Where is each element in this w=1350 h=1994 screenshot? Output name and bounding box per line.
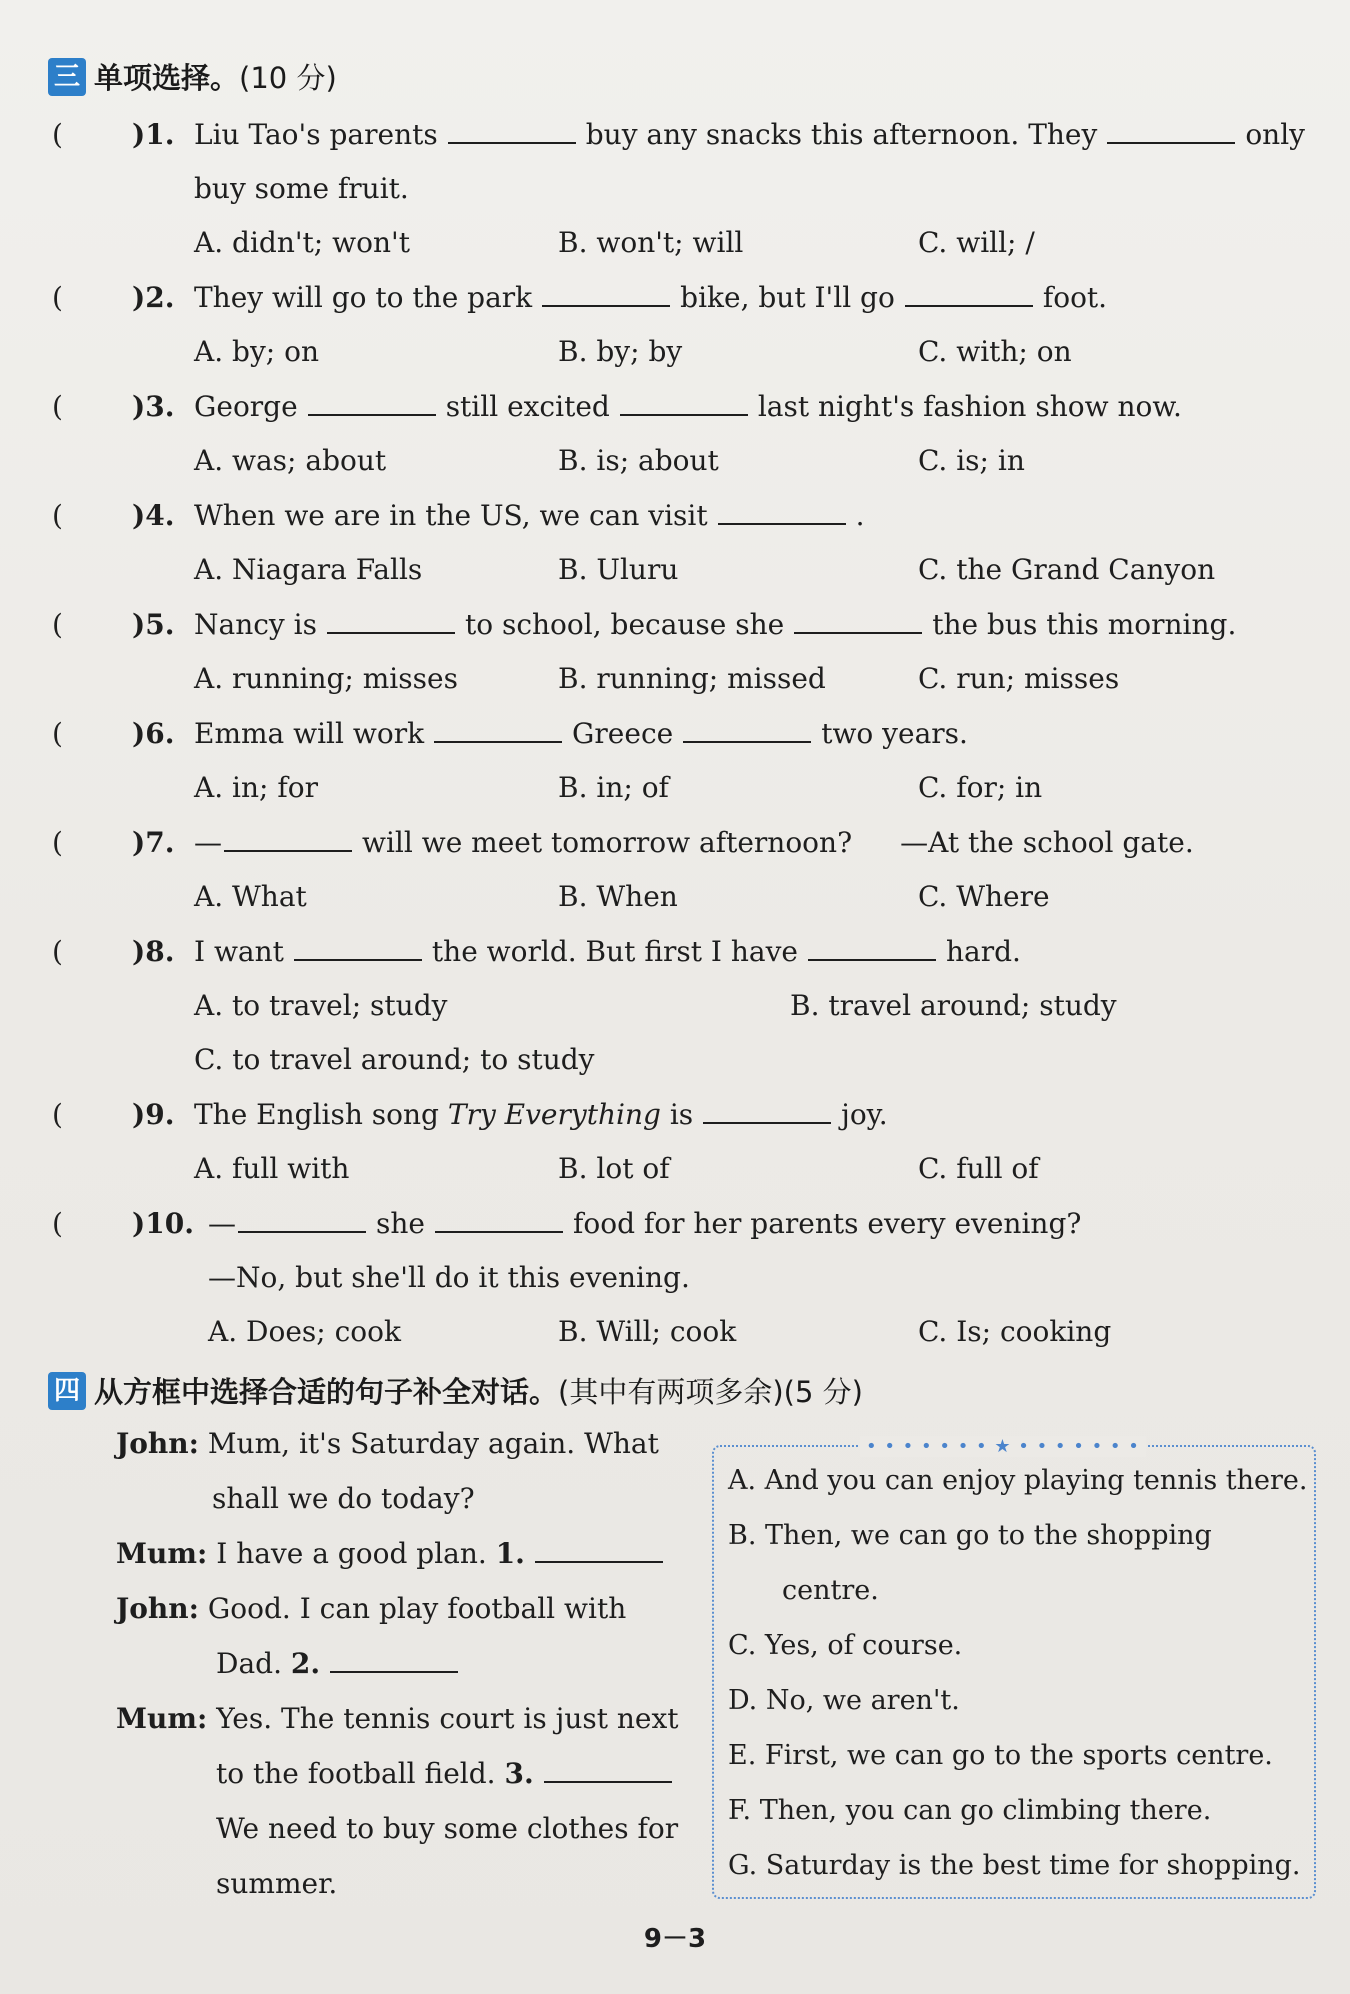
question-4-text: When we are in the US, we can visit . xyxy=(194,499,865,532)
option-a: A. running; misses xyxy=(194,662,458,695)
question-number: )1. xyxy=(132,118,175,151)
answer-paren[interactable]: ( xyxy=(52,826,63,859)
box-option-f: F. Then, you can go climbing there. xyxy=(728,1795,1212,1826)
option-a: A. in; for xyxy=(194,771,318,804)
dialogue-line: to the football field. 3. xyxy=(216,1757,682,1790)
option-c: C. will; / xyxy=(918,226,1035,259)
blank[interactable] xyxy=(905,281,1033,307)
box-option-a: A. And you can enjoy playing tennis there. xyxy=(728,1465,1308,1496)
question-number: )5. xyxy=(132,608,175,641)
question-number: )6. xyxy=(132,717,175,750)
blank[interactable] xyxy=(308,390,436,416)
dialogue-line: John: Good. I can play football with xyxy=(116,1592,627,1625)
question-8-text: I want the world. But first I have hard. xyxy=(194,935,1021,968)
option-b: B. Uluru xyxy=(558,553,679,586)
section-3-badge: 三 xyxy=(48,58,86,96)
speaker-john: John: xyxy=(116,1427,199,1460)
option-c: C. run; misses xyxy=(918,662,1120,695)
answer-paren[interactable]: ( xyxy=(52,935,63,968)
option-b: B. lot of xyxy=(558,1152,670,1185)
box-option-d: D. No, we aren't. xyxy=(728,1685,960,1716)
speaker-john: John: xyxy=(116,1592,199,1625)
question-3-text: George still excited last night's fashion show now. xyxy=(194,390,1182,423)
blank[interactable] xyxy=(294,935,422,961)
dialogue-line: We need to buy some clothes for xyxy=(216,1812,679,1845)
answer-paren[interactable]: ( xyxy=(52,1098,63,1131)
question-2-text: They will go to the park bike, but I'll go foot. xyxy=(194,281,1108,314)
option-a: A. full with xyxy=(194,1152,350,1185)
speaker-mum: Mum: xyxy=(116,1537,208,1570)
option-b: B. is; about xyxy=(558,444,719,477)
answer-paren[interactable]: ( xyxy=(52,499,63,532)
blank[interactable] xyxy=(683,717,811,743)
question-number: )8. xyxy=(132,935,175,968)
question-number: )3. xyxy=(132,390,175,423)
box-option-e: E. First, we can go to the sports centre. xyxy=(728,1740,1273,1771)
question-1-text: Liu Tao's parents buy any snacks this afternoon. They only xyxy=(194,118,1305,151)
question-7-text: — will we meet tomorrow afternoon? —At the school gate. xyxy=(194,826,1194,859)
option-a: A. What xyxy=(194,880,307,913)
dialogue-blank-2[interactable] xyxy=(330,1647,458,1673)
option-b: B. Will; cook xyxy=(558,1315,737,1348)
question-1-continued: buy some fruit. xyxy=(194,172,409,205)
box-option-b-continued: centre. xyxy=(782,1575,879,1606)
dialogue-line: Mum: I have a good plan. 1. xyxy=(116,1537,673,1570)
answer-paren[interactable]: ( xyxy=(52,717,63,750)
blank[interactable] xyxy=(435,1207,563,1233)
option-a: A. didn't; won't xyxy=(194,226,410,259)
dialogue-line: summer. xyxy=(216,1867,338,1900)
option-a: A. by; on xyxy=(194,335,319,368)
box-option-b: B. Then, we can go to the shopping xyxy=(728,1520,1212,1551)
option-c: C. is; in xyxy=(918,444,1025,477)
blank[interactable] xyxy=(327,608,455,634)
option-c: C. to travel around; to study xyxy=(194,1043,595,1076)
question-9-text: The English song Try Everything is joy. xyxy=(194,1098,888,1131)
option-c: C. Where xyxy=(918,880,1050,913)
answer-paren[interactable]: ( xyxy=(52,118,63,151)
song-title: Try Everything xyxy=(447,1098,661,1131)
answer-paren[interactable]: ( xyxy=(52,281,63,314)
blank[interactable] xyxy=(620,390,748,416)
dialogue-blank-3[interactable] xyxy=(544,1757,672,1783)
dialogue-line: John: Mum, it's Saturday again. What xyxy=(116,1427,659,1460)
option-a: A. was; about xyxy=(194,444,387,477)
option-a: A. Niagara Falls xyxy=(194,553,423,586)
box-option-g: G. Saturday is the best time for shopping. xyxy=(728,1850,1301,1881)
option-b: B. won't; will xyxy=(558,226,744,259)
question-number: )7. xyxy=(132,826,175,859)
option-b: B. When xyxy=(558,880,678,913)
option-a: A. Does; cook xyxy=(208,1315,401,1348)
blank[interactable] xyxy=(808,935,936,961)
option-c: C. for; in xyxy=(918,771,1043,804)
question-5-text: Nancy is to school, because she the bus this morning. xyxy=(194,608,1237,641)
blank[interactable] xyxy=(794,608,922,634)
page-number: 9－3 xyxy=(643,1924,707,1954)
option-b: B. by; by xyxy=(558,335,683,368)
question-number: )9. xyxy=(132,1098,175,1131)
option-c: C. the Grand Canyon xyxy=(918,553,1216,586)
dialogue-blank-1[interactable] xyxy=(535,1537,663,1563)
blank[interactable] xyxy=(448,118,576,144)
option-c: C. with; on xyxy=(918,335,1072,368)
answer-paren[interactable]: ( xyxy=(52,608,63,641)
box-option-c: C. Yes, of course. xyxy=(728,1630,963,1661)
option-c: C. Is; cooking xyxy=(918,1315,1112,1348)
section-4-badge: 四 xyxy=(48,1372,86,1410)
section-4-score: (其中有两项多余)(5 分) xyxy=(558,1375,863,1409)
section-4-header xyxy=(48,1370,863,1411)
options-box xyxy=(712,1445,1316,1899)
answer-paren[interactable]: ( xyxy=(52,390,63,423)
box-ornament: • • • • • • • ★ • • • • • • • xyxy=(860,1436,1146,1457)
question-6-text: Emma will work Greece two years. xyxy=(194,717,968,750)
option-b: B. in; of xyxy=(558,771,669,804)
section-4-title: 从方框中选择合适的句子补全对话。 xyxy=(94,1375,559,1409)
question-number: )4. xyxy=(132,499,175,532)
answer-paren[interactable]: ( xyxy=(52,1207,63,1240)
blank[interactable] xyxy=(1107,118,1235,144)
question-10-continued: —No, but she'll do it this evening. xyxy=(208,1261,690,1294)
question-number: )2. xyxy=(132,281,175,314)
blank[interactable] xyxy=(434,717,562,743)
option-a: A. to travel; study xyxy=(194,989,448,1022)
blank[interactable] xyxy=(542,281,670,307)
section-3-title: 单项选择。 xyxy=(94,61,240,95)
option-b: B. running; missed xyxy=(558,662,826,695)
question-10-text: — she food for her parents every evening? xyxy=(208,1207,1082,1240)
blank[interactable] xyxy=(718,499,846,525)
section-3-header xyxy=(48,56,337,97)
option-b: B. travel around; study xyxy=(790,989,1117,1022)
speaker-mum: Mum: xyxy=(116,1702,208,1735)
dialogue-line: Mum: Yes. The tennis court is just next xyxy=(116,1702,679,1735)
section-3-score: (10 分) xyxy=(239,61,337,95)
blank[interactable] xyxy=(238,1207,366,1233)
option-c: C. full of xyxy=(918,1152,1039,1185)
question-number: )10. xyxy=(132,1207,194,1240)
dialogue-line: Dad. 2. xyxy=(216,1647,468,1680)
blank[interactable] xyxy=(703,1098,831,1124)
dialogue-line: shall we do today? xyxy=(212,1482,475,1515)
blank[interactable] xyxy=(224,826,352,852)
